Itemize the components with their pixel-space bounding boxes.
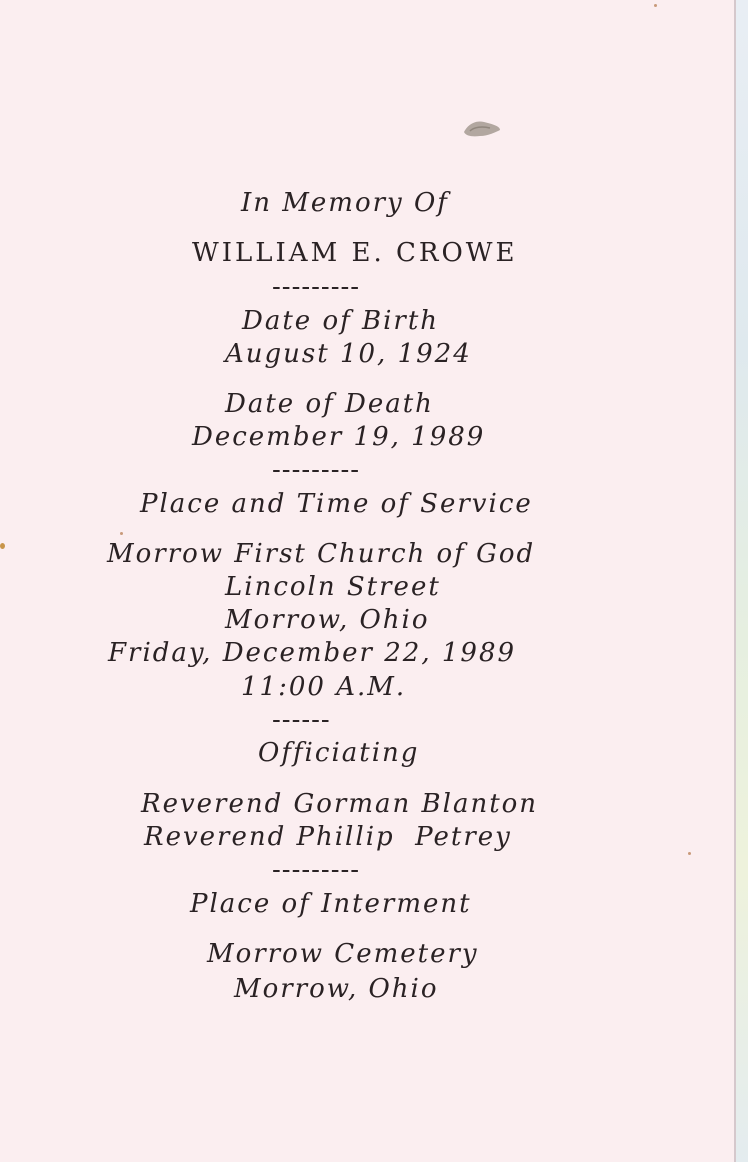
divider: ------ [272,705,331,735]
death-date: December 19, 1989 [192,422,486,452]
divider: --------- [272,272,361,302]
divider: --------- [272,455,361,485]
service-label: Place and Time of Service [140,489,533,519]
interment-place: Morrow Cemetery [207,939,479,969]
service-street: Lincoln Street [225,572,441,602]
birth-date: August 10, 1924 [225,339,472,369]
heading: In Memory Of [241,188,449,218]
paper-speck [0,543,5,549]
smudge-mark [462,118,502,140]
service-date: Friday, December 22, 1989 [108,638,517,668]
officiant-name: Reverend Gorman Blanton [141,789,539,819]
deceased-name: WILLIAM E. CROWE [192,238,518,268]
officiating-label: Officiating [258,738,420,768]
officiant-name: Reverend Phillip Petrey [144,822,512,852]
interment-city: Morrow, Ohio [234,974,439,1004]
service-time: 11:00 A.M. [241,672,407,702]
divider: --------- [272,855,361,885]
birth-label: Date of Birth [242,306,440,336]
paper-speck [654,4,657,7]
service-city: Morrow, Ohio [225,605,430,635]
death-label: Date of Death [225,389,434,419]
interment-label: Place of Interment [190,889,472,919]
service-church: Morrow First Church of God [107,539,536,569]
paper-speck [120,532,123,535]
